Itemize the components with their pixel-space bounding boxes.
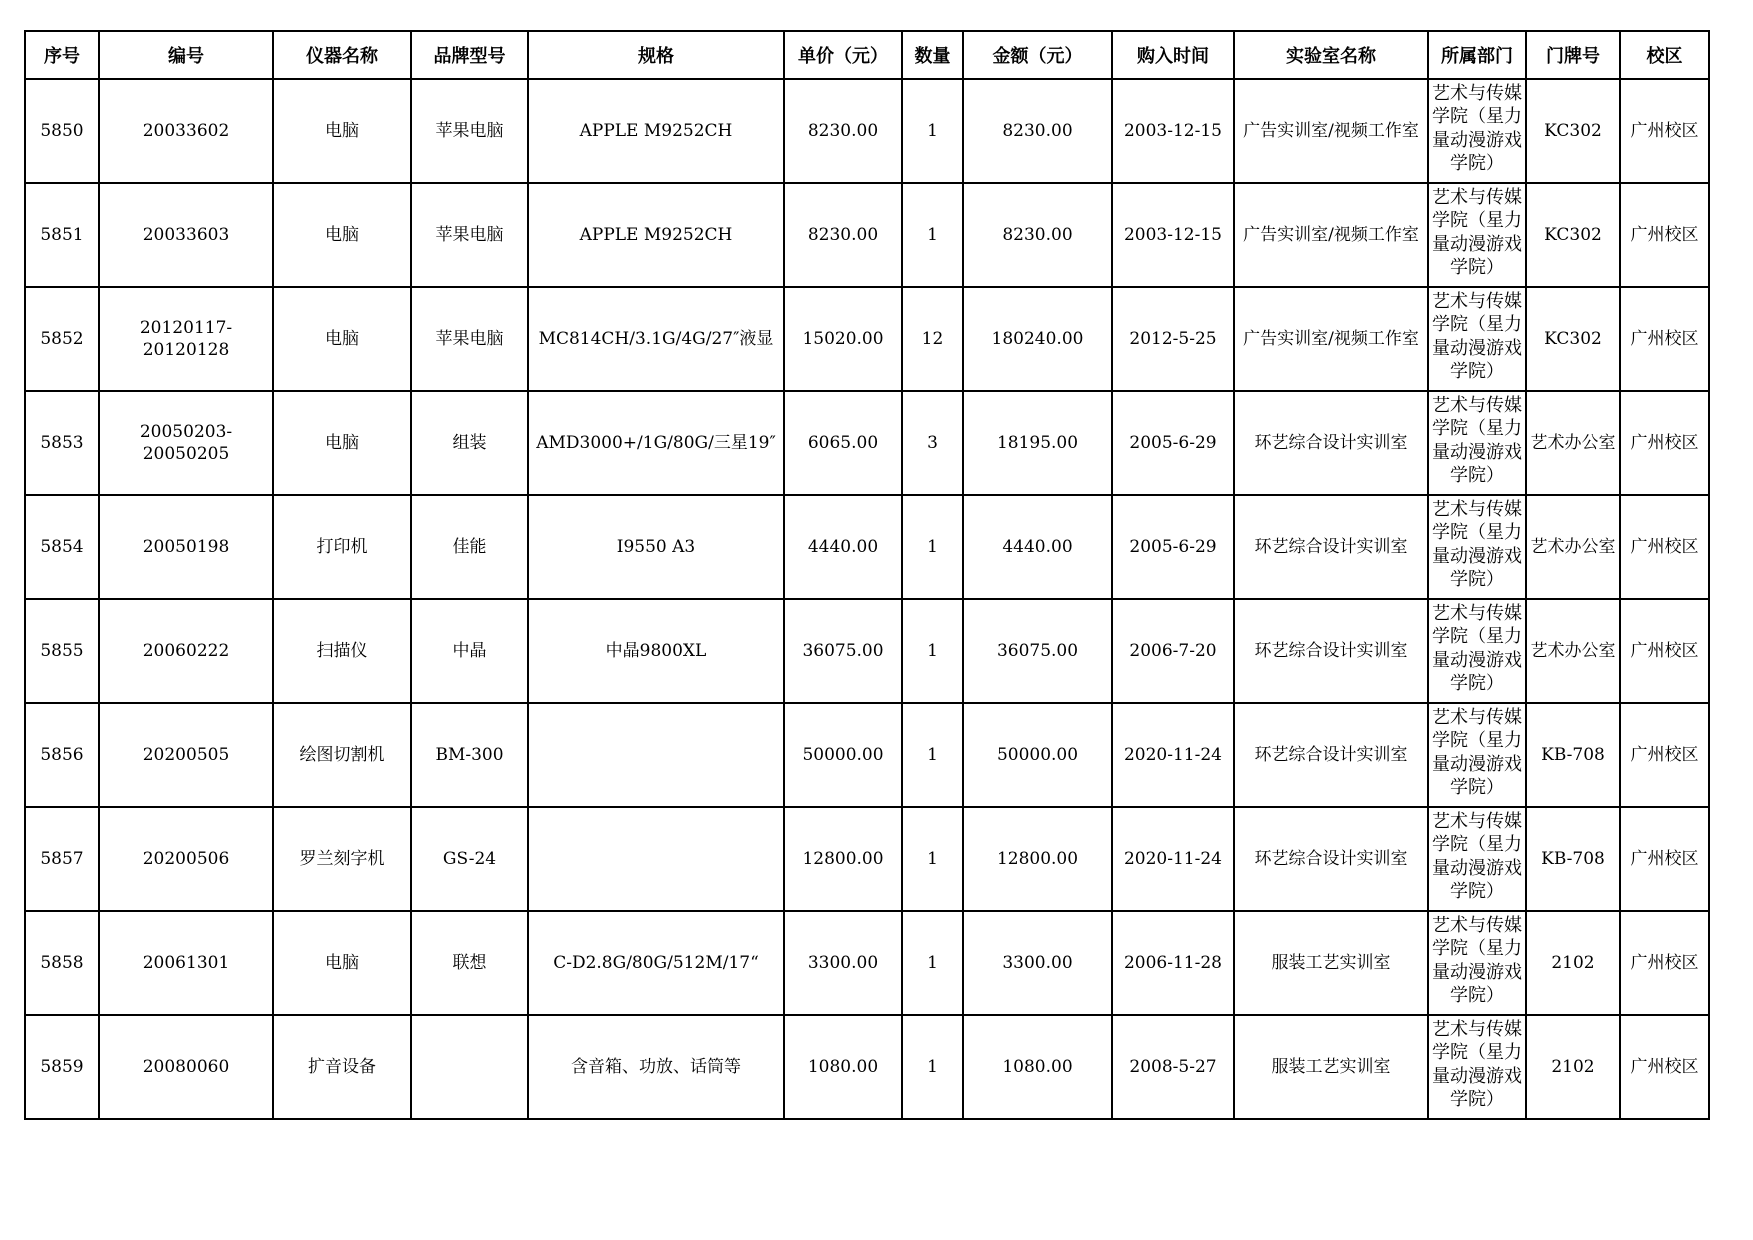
cell-brand: GS-24 bbox=[411, 807, 528, 911]
header-cell: 品牌型号 bbox=[411, 31, 528, 79]
cell-room: KB-708 bbox=[1526, 703, 1620, 807]
cell-code: 20033603 bbox=[99, 183, 273, 287]
cell-campus: 广州校区 bbox=[1620, 495, 1709, 599]
cell-room: 艺术办公室 bbox=[1526, 391, 1620, 495]
table-row bbox=[25, 599, 1709, 703]
cell-dept bbox=[1428, 391, 1526, 495]
cell-lab: 服装工艺实训室 bbox=[1234, 911, 1428, 1015]
cell-lab: 广告实训室/视频工作室 bbox=[1234, 183, 1428, 287]
cell-unit-price: 15020.00 bbox=[784, 287, 902, 391]
cell-spec bbox=[528, 703, 784, 807]
cell-amount: 3300.00 bbox=[963, 911, 1112, 1015]
cell-lab: 服装工艺实训室 bbox=[1234, 1015, 1428, 1119]
cell-amount: 18195.00 bbox=[963, 391, 1112, 495]
cell-lab: 广告实训室/视频工作室 bbox=[1234, 287, 1428, 391]
cell-amount: 50000.00 bbox=[963, 703, 1112, 807]
cell-unit-price: 6065.00 bbox=[784, 391, 902, 495]
cell-name: 电脑 bbox=[273, 79, 411, 183]
table-row bbox=[25, 287, 1709, 391]
cell-campus: 广州校区 bbox=[1620, 391, 1709, 495]
cell-name: 电脑 bbox=[273, 391, 411, 495]
cell-qty: 1 bbox=[902, 599, 963, 703]
cell-seq: 5850 bbox=[25, 79, 99, 183]
cell-name: 电脑 bbox=[273, 183, 411, 287]
cell-qty: 12 bbox=[902, 287, 963, 391]
cell-seq: 5856 bbox=[25, 703, 99, 807]
cell-seq: 5854 bbox=[25, 495, 99, 599]
cell-date: 2008-5-27 bbox=[1112, 1015, 1234, 1119]
cell-spec: MC814CH/3.1G/4G/27″液显 bbox=[528, 287, 784, 391]
header-cell: 编号 bbox=[99, 31, 273, 79]
cell-name: 绘图切割机 bbox=[273, 703, 411, 807]
cell-amount: 8230.00 bbox=[963, 183, 1112, 287]
cell-code: 20061301 bbox=[99, 911, 273, 1015]
cell-dept bbox=[1428, 79, 1526, 183]
cell-unit-price: 50000.00 bbox=[784, 703, 902, 807]
cell-room: KC302 bbox=[1526, 183, 1620, 287]
cell-qty: 1 bbox=[902, 703, 963, 807]
cell-lab: 广告实训室/视频工作室 bbox=[1234, 79, 1428, 183]
header-cell: 购入时间 bbox=[1112, 31, 1234, 79]
header-cell: 数量 bbox=[902, 31, 963, 79]
cell-name: 打印机 bbox=[273, 495, 411, 599]
header-cell: 校区 bbox=[1620, 31, 1709, 79]
cell-date: 2005-6-29 bbox=[1112, 391, 1234, 495]
cell-campus: 广州校区 bbox=[1620, 183, 1709, 287]
cell-room: KB-708 bbox=[1526, 807, 1620, 911]
cell-room: KC302 bbox=[1526, 287, 1620, 391]
cell-seq: 5855 bbox=[25, 599, 99, 703]
cell-dept bbox=[1428, 807, 1526, 911]
cell-code: 20080060 bbox=[99, 1015, 273, 1119]
cell-code: 20120117-20120128 bbox=[99, 287, 273, 391]
header-cell: 金额（元） bbox=[963, 31, 1112, 79]
table-row bbox=[25, 807, 1709, 911]
cell-brand: 苹果电脑 bbox=[411, 79, 528, 183]
cell-seq: 5858 bbox=[25, 911, 99, 1015]
cell-qty: 1 bbox=[902, 807, 963, 911]
cell-seq: 5851 bbox=[25, 183, 99, 287]
dept-text: 艺术与传媒学院（星力量动漫游戏学院） bbox=[1432, 394, 1522, 486]
cell-spec: 含音箱、功放、话筒等 bbox=[528, 1015, 784, 1119]
cell-lab: 环艺综合设计实训室 bbox=[1234, 599, 1428, 703]
cell-spec: AMD3000+/1G/80G/三星19″ bbox=[528, 391, 784, 495]
cell-room: 2102 bbox=[1526, 911, 1620, 1015]
cell-code: 20050198 bbox=[99, 495, 273, 599]
cell-campus: 广州校区 bbox=[1620, 807, 1709, 911]
cell-spec: 中晶9800XL bbox=[528, 599, 784, 703]
dept-text: 艺术与传媒学院（星力量动漫游戏学院） bbox=[1432, 602, 1522, 694]
cell-name: 扩音设备 bbox=[273, 1015, 411, 1119]
cell-lab: 环艺综合设计实训室 bbox=[1234, 495, 1428, 599]
header-row bbox=[25, 31, 1709, 79]
cell-amount: 12800.00 bbox=[963, 807, 1112, 911]
cell-name: 电脑 bbox=[273, 287, 411, 391]
cell-seq: 5853 bbox=[25, 391, 99, 495]
dept-text: 艺术与传媒学院（星力量动漫游戏学院） bbox=[1432, 82, 1522, 174]
cell-dept bbox=[1428, 183, 1526, 287]
cell-brand: 组装 bbox=[411, 391, 528, 495]
cell-brand: BM-300 bbox=[411, 703, 528, 807]
cell-spec: APPLE M9252CH bbox=[528, 183, 784, 287]
dept-text: 艺术与传媒学院（星力量动漫游戏学院） bbox=[1432, 810, 1522, 902]
cell-lab: 环艺综合设计实训室 bbox=[1234, 807, 1428, 911]
cell-amount: 180240.00 bbox=[963, 287, 1112, 391]
cell-code: 20200506 bbox=[99, 807, 273, 911]
cell-campus: 广州校区 bbox=[1620, 1015, 1709, 1119]
cell-date: 2003-12-15 bbox=[1112, 183, 1234, 287]
cell-unit-price: 8230.00 bbox=[784, 79, 902, 183]
cell-qty: 1 bbox=[902, 183, 963, 287]
cell-spec bbox=[528, 807, 784, 911]
cell-date: 2020-11-24 bbox=[1112, 807, 1234, 911]
equipment-table bbox=[24, 30, 1710, 1120]
cell-campus: 广州校区 bbox=[1620, 79, 1709, 183]
table-row bbox=[25, 79, 1709, 183]
table-row bbox=[25, 1015, 1709, 1119]
cell-room: KC302 bbox=[1526, 79, 1620, 183]
header-cell: 门牌号 bbox=[1526, 31, 1620, 79]
table-body bbox=[25, 79, 1709, 1119]
cell-campus: 广州校区 bbox=[1620, 287, 1709, 391]
cell-date: 2006-7-20 bbox=[1112, 599, 1234, 703]
table-row bbox=[25, 703, 1709, 807]
cell-code: 20033602 bbox=[99, 79, 273, 183]
cell-room: 2102 bbox=[1526, 1015, 1620, 1119]
dept-text: 艺术与传媒学院（星力量动漫游戏学院） bbox=[1432, 186, 1522, 278]
cell-dept bbox=[1428, 495, 1526, 599]
cell-brand: 联想 bbox=[411, 911, 528, 1015]
cell-unit-price: 4440.00 bbox=[784, 495, 902, 599]
cell-spec: C-D2.8G/80G/512M/17“ bbox=[528, 911, 784, 1015]
cell-campus: 广州校区 bbox=[1620, 599, 1709, 703]
cell-lab: 环艺综合设计实训室 bbox=[1234, 391, 1428, 495]
cell-name: 罗兰刻字机 bbox=[273, 807, 411, 911]
cell-dept bbox=[1428, 599, 1526, 703]
cell-amount: 8230.00 bbox=[963, 79, 1112, 183]
cell-unit-price: 36075.00 bbox=[784, 599, 902, 703]
table-row bbox=[25, 391, 1709, 495]
header-cell: 仪器名称 bbox=[273, 31, 411, 79]
header-cell: 所属部门 bbox=[1428, 31, 1526, 79]
cell-code: 20050203-20050205 bbox=[99, 391, 273, 495]
dept-text: 艺术与传媒学院（星力量动漫游戏学院） bbox=[1432, 290, 1522, 382]
cell-qty: 1 bbox=[902, 1015, 963, 1119]
dept-text: 艺术与传媒学院（星力量动漫游戏学院） bbox=[1432, 706, 1522, 798]
cell-spec: APPLE M9252CH bbox=[528, 79, 784, 183]
cell-name: 扫描仪 bbox=[273, 599, 411, 703]
cell-name: 电脑 bbox=[273, 911, 411, 1015]
cell-unit-price: 12800.00 bbox=[784, 807, 902, 911]
cell-amount: 4440.00 bbox=[963, 495, 1112, 599]
cell-date: 2020-11-24 bbox=[1112, 703, 1234, 807]
cell-date: 2006-11-28 bbox=[1112, 911, 1234, 1015]
header-cell: 序号 bbox=[25, 31, 99, 79]
cell-unit-price: 3300.00 bbox=[784, 911, 902, 1015]
cell-brand: 苹果电脑 bbox=[411, 183, 528, 287]
cell-campus: 广州校区 bbox=[1620, 911, 1709, 1015]
header-cell: 单价（元） bbox=[784, 31, 902, 79]
cell-brand: 佳能 bbox=[411, 495, 528, 599]
cell-seq: 5857 bbox=[25, 807, 99, 911]
cell-dept bbox=[1428, 703, 1526, 807]
cell-code: 20060222 bbox=[99, 599, 273, 703]
cell-dept bbox=[1428, 287, 1526, 391]
cell-lab: 环艺综合设计实训室 bbox=[1234, 703, 1428, 807]
cell-qty: 1 bbox=[902, 911, 963, 1015]
table-row bbox=[25, 183, 1709, 287]
cell-date: 2003-12-15 bbox=[1112, 79, 1234, 183]
header-cell: 实验室名称 bbox=[1234, 31, 1428, 79]
table-row bbox=[25, 911, 1709, 1015]
cell-date: 2005-6-29 bbox=[1112, 495, 1234, 599]
cell-date: 2012-5-25 bbox=[1112, 287, 1234, 391]
cell-unit-price: 1080.00 bbox=[784, 1015, 902, 1119]
cell-amount: 36075.00 bbox=[963, 599, 1112, 703]
cell-qty: 1 bbox=[902, 79, 963, 183]
header-cell: 规格 bbox=[528, 31, 784, 79]
cell-qty: 3 bbox=[902, 391, 963, 495]
cell-seq: 5859 bbox=[25, 1015, 99, 1119]
cell-brand: 苹果电脑 bbox=[411, 287, 528, 391]
cell-brand bbox=[411, 1015, 528, 1119]
cell-campus: 广州校区 bbox=[1620, 703, 1709, 807]
cell-qty: 1 bbox=[902, 495, 963, 599]
table-row bbox=[25, 495, 1709, 599]
cell-amount: 1080.00 bbox=[963, 1015, 1112, 1119]
cell-spec: I9550 A3 bbox=[528, 495, 784, 599]
cell-brand: 中晶 bbox=[411, 599, 528, 703]
dept-text: 艺术与传媒学院（星力量动漫游戏学院） bbox=[1432, 914, 1522, 1006]
dept-text: 艺术与传媒学院（星力量动漫游戏学院） bbox=[1432, 1018, 1522, 1110]
cell-room: 艺术办公室 bbox=[1526, 495, 1620, 599]
cell-seq: 5852 bbox=[25, 287, 99, 391]
cell-dept bbox=[1428, 1015, 1526, 1119]
dept-text: 艺术与传媒学院（星力量动漫游戏学院） bbox=[1432, 498, 1522, 590]
cell-room: 艺术办公室 bbox=[1526, 599, 1620, 703]
cell-code: 20200505 bbox=[99, 703, 273, 807]
cell-dept bbox=[1428, 911, 1526, 1015]
cell-unit-price: 8230.00 bbox=[784, 183, 902, 287]
